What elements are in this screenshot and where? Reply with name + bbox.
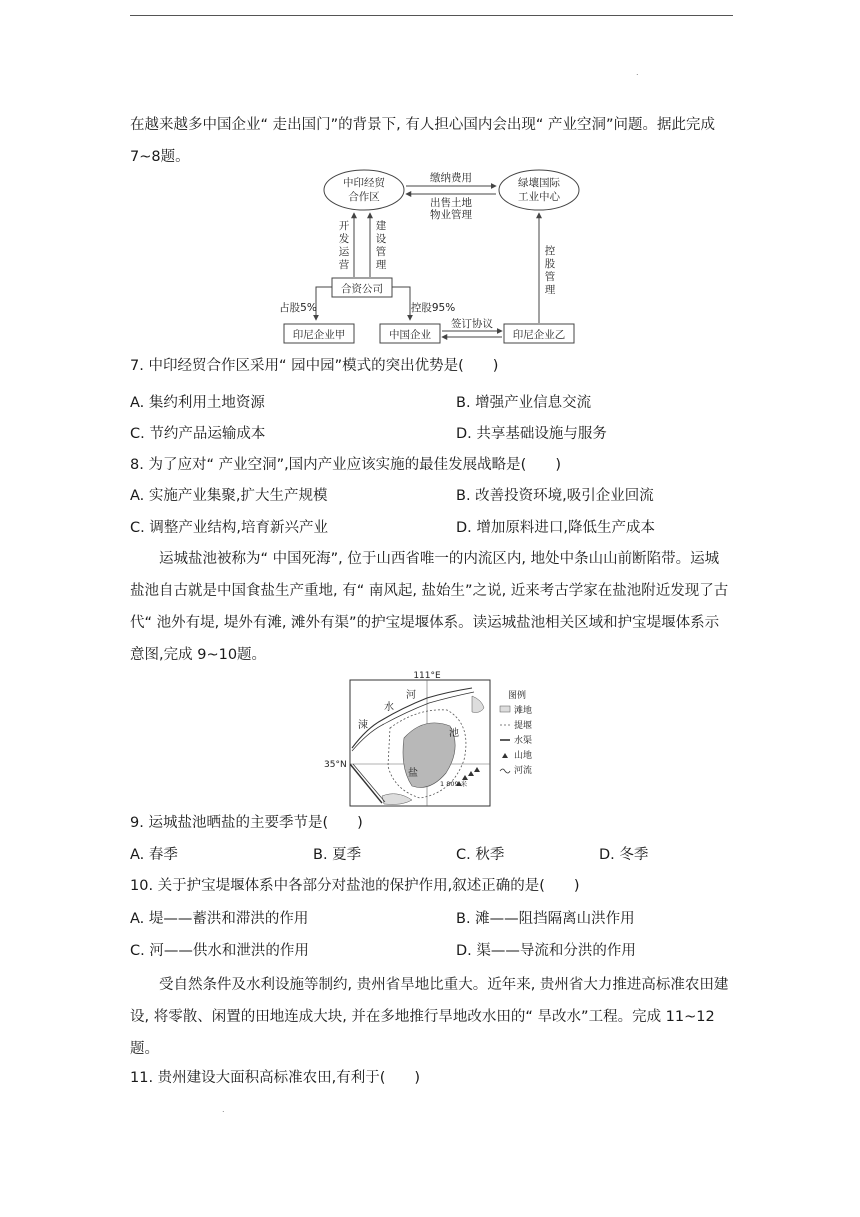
lat-label: 35°N <box>324 760 347 770</box>
zone-line2: 合作区 <box>348 191 380 203</box>
legend-canal: 水渠 <box>514 736 533 746</box>
label-hold-2: 股 <box>544 258 556 270</box>
zone-line1: 中印经贸 <box>343 177 385 189</box>
label-dev-1: 开 <box>338 220 350 232</box>
q8-option-a: A. 实施产业集聚,扩大生产规模 <box>130 488 328 504</box>
label-dev-4: 营 <box>338 259 350 271</box>
q7-stem: 7. 中印经贸合作区采用“ 园中园”模式的突出优势是( ) <box>130 358 499 374</box>
elev-label: 1 809 米 <box>440 780 468 788</box>
map-su: 涑 <box>358 720 368 731</box>
legend-mountain: 山地 <box>514 751 533 761</box>
label-dev-2: 发 <box>338 233 350 245</box>
label-build-1: 建 <box>375 220 387 232</box>
q8-option-d: D. 增加原料进口,降低生产成本 <box>456 520 655 536</box>
lon-label: 111°E <box>413 671 441 681</box>
page-dot-bottom: . <box>222 1105 225 1114</box>
map-he: 河 <box>406 690 416 701</box>
legend-river: 河流 <box>514 766 533 776</box>
q7-option-a: A. 集约利用土地资源 <box>130 395 265 411</box>
center-line2: 工业中心 <box>518 191 560 203</box>
label-build-4: 理 <box>375 259 387 271</box>
q10-option-c: C. 河——供水和泄洪的作用 <box>130 943 309 959</box>
q7-option-b: B. 增强产业信息交流 <box>456 395 592 411</box>
intro-11-12: 受自然条件及水利设施等制约, 贵州省旱地比重大。近年来, 贵州省大力推进高标准农田建设, 将零散、闲置的田地连成大块, 并在多地推行旱地改水田的“ 旱改水”工程。完成 11~12题。 <box>130 977 729 1057</box>
node-zone <box>324 170 404 210</box>
center-line1: 绿壤国际 <box>518 177 560 189</box>
q9-option-a: A. 春季 <box>130 847 178 863</box>
q10-option-b: B. 滩——阻挡隔离山洪作用 <box>456 911 635 927</box>
label-hold-4: 理 <box>544 284 556 296</box>
label-hold-3: 管 <box>544 271 556 283</box>
q10-option-d: D. 渠——导流和分洪的作用 <box>456 943 636 959</box>
q9-option-b: B. 夏季 <box>313 847 362 863</box>
label-land-2: 物业管理 <box>430 209 472 221</box>
intro-9-10: 运城盐池被称为“ 中国死海”, 位于山西省唯一的内流区内, 地处中条山山前断陷带。运城盐池自古就是中国食盐生产重地, 有“ 南风起, 盐始生”之说, 近来考古学家在盐池附近发现了古代“ 池外有堤, 堤外有滩, 滩外有渠”的护宝堤堰体系。读运城盐池相关区域和护宝堤堰体系示意图,完成 9~10题。 <box>130 551 729 663</box>
map-yuncheng-salt-lake <box>322 668 552 808</box>
q8-stem: 8. 为了应对“ 产业空洞”,国内产业应该实施的最佳发展战略是( ) <box>130 457 561 473</box>
q9-option-c: C. 秋季 <box>456 847 505 863</box>
q8-option-b: B. 改善投资环境,吸引企业回流 <box>456 488 654 504</box>
map-yan: 盐 <box>408 768 418 779</box>
label-5: 占股5% <box>279 302 317 314</box>
top-rule <box>130 15 733 16</box>
label-fee: 缴纳费用 <box>430 172 472 184</box>
q10-option-a: A. 堤——蓄洪和滞洪的作用 <box>130 911 309 927</box>
q7-option-c: C. 节约产品运输成本 <box>130 426 266 442</box>
legend-dike: 提堰 <box>514 721 533 731</box>
label-sign: 签订协议 <box>451 318 493 330</box>
q10-stem: 10. 关于护宝堤堰体系中各部分对盐池的保护作用,叙述正确的是( ) <box>130 878 580 894</box>
jv-text: 合资公司 <box>341 283 383 295</box>
label-hold-1: 控 <box>544 245 556 257</box>
intro-7-8: 在越来越多中国企业“ 走出国门”的背景下, 有人担心国内会出现“ 产业空洞”问题。据此完成 7~8题。 <box>130 117 715 165</box>
legend-title: 图例 <box>508 691 527 701</box>
node-a-text: 印尼企业甲 <box>292 329 346 341</box>
label-land-1: 出售土地 <box>430 197 472 209</box>
node-center <box>499 170 579 210</box>
diagram-industrial-zone <box>270 165 600 350</box>
page-dot: . <box>636 68 639 77</box>
label-build-2: 设 <box>375 233 387 245</box>
q7-option-d: D. 共享基础设施与服务 <box>456 426 607 442</box>
q11-stem: 11. 贵州建设大面积高标准农田,有利于( ) <box>130 1070 421 1086</box>
label-95: 控股95% <box>410 302 456 314</box>
label-build-3: 管 <box>375 246 387 258</box>
q9-stem: 9. 运城盐池晒盐的主要季节是( ) <box>130 815 363 831</box>
legend-flat: 滩地 <box>514 706 533 716</box>
map-shui: 水 <box>384 702 394 713</box>
node-b-text: 印尼企业乙 <box>512 329 566 341</box>
label-dev-3: 运 <box>338 246 350 258</box>
node-cn-text: 中国企业 <box>389 329 431 341</box>
map-chi: 池 <box>449 728 459 739</box>
q9-option-d: D. 冬季 <box>599 847 649 863</box>
q8-option-c: C. 调整产业结构,培育新兴产业 <box>130 520 328 536</box>
